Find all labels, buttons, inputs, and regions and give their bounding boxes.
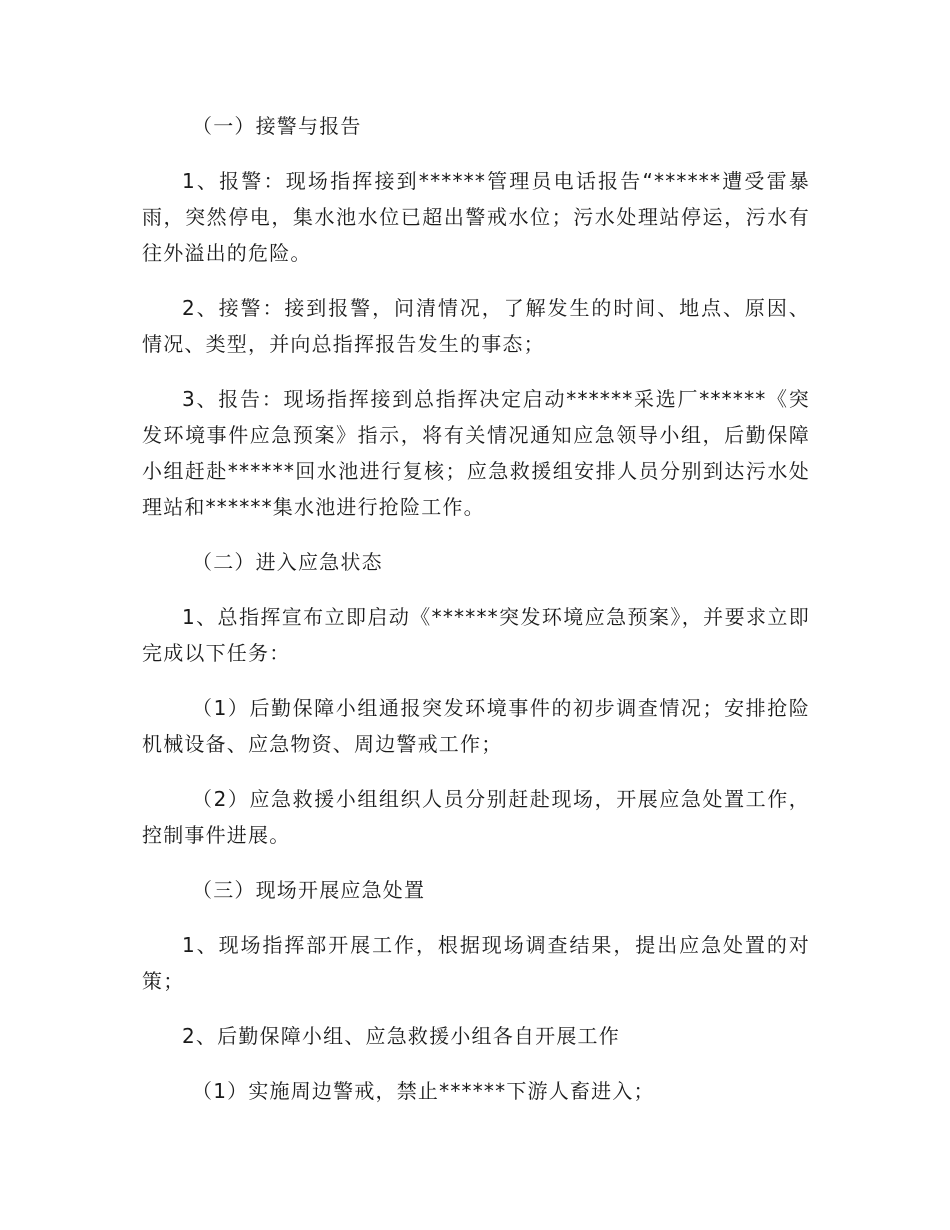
paragraph-alarm: 1、报警：现场指挥接到******管理员电话报告“******遭受雷暴雨，突然停电，集水池水位已超出警戒水位；污水处理站停运，污水有往外溢出的危险。 bbox=[142, 169, 810, 265]
paragraph-cordon: （1）实施周边警戒，禁止******下游人畜进入； bbox=[192, 1079, 655, 1103]
paragraph-receive: 2、接警：接到报警，问清情况，了解发生的时间、地点、原因、情况、类型，并向总指挥报告发生的事态； bbox=[142, 296, 810, 356]
paragraph-command-work: 1、现场指挥部开展工作，根据现场调查结果，提出应急处置的对策； bbox=[142, 933, 810, 993]
section-heading-onsite-response: （三）现场开展应急处置 bbox=[192, 878, 426, 902]
section-heading-receive-alarm: （一）接警与报告 bbox=[192, 114, 362, 138]
paragraph-task-2: （2）应急救援小组组织人员分别赶赴现场，开展应急处置工作，控制事件进展。 bbox=[142, 787, 810, 847]
paragraph-teams-work: 2、后勤保障小组、应急救援小组各自开展工作 bbox=[182, 1024, 620, 1048]
paragraph-report: 3、报告：现场指挥接到总指挥决定启动******采选厂******《突发环境事件应急预案》指示，将有关情况通知应急领导小组，后勤保障小组赶赴******回水池进行复核；应急救援组安排人员分别到达污水处理站和******集水池进行抢险工作。 bbox=[142, 387, 810, 519]
section-heading-emergency-state: （二）进入应急状态 bbox=[192, 550, 383, 574]
paragraph-task-1: （1）后勤保障小组通报突发环境事件的初步调查情况；安排抢险机械设备、应急物资、周边警戒工作； bbox=[142, 696, 810, 756]
paragraph-commander-announce: 1、总指挥宣布立即启动《******突发环境应急预案》，并要求立即完成以下任务： bbox=[142, 605, 810, 665]
document-body bbox=[142, 108, 810, 1128]
